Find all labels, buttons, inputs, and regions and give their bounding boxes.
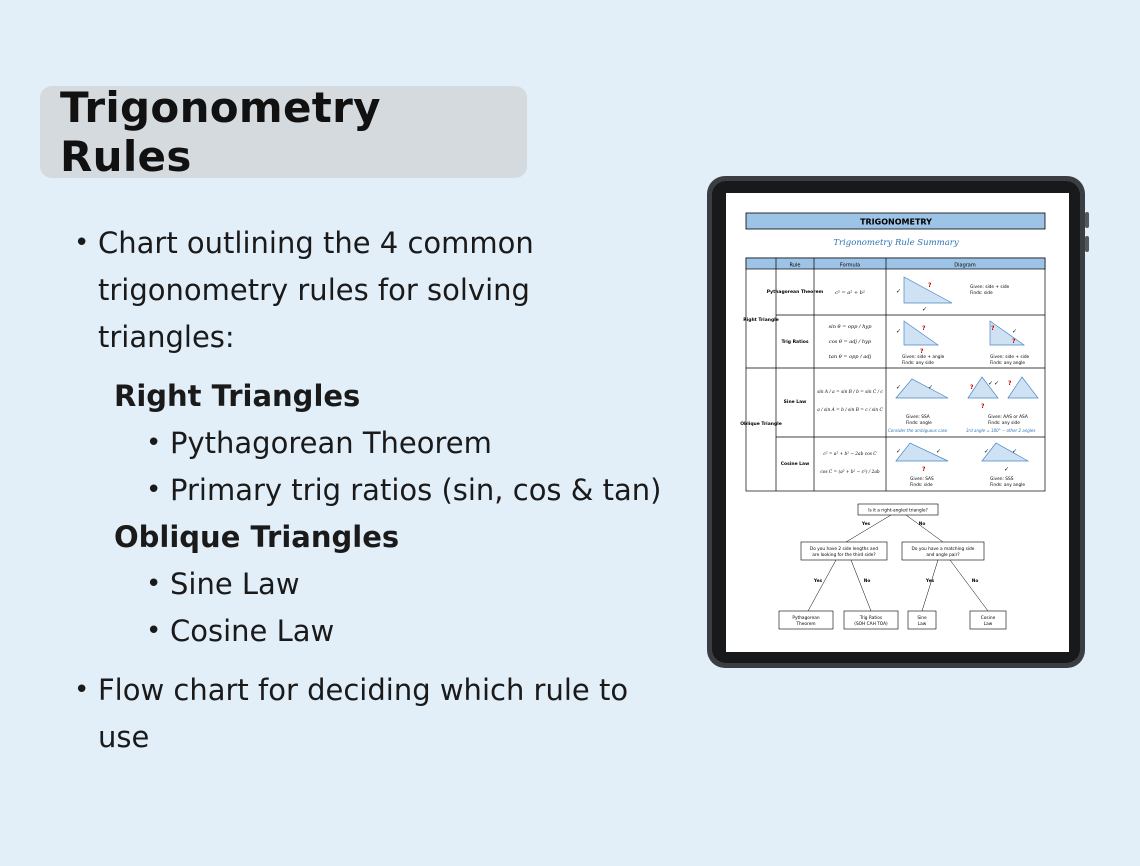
formula-cos: cos θ = adj / hyp bbox=[828, 339, 872, 345]
note-trig2-finds: Finds: any angle bbox=[990, 361, 1026, 366]
svg-text:?: ? bbox=[1008, 380, 1012, 387]
flow-left-no: No bbox=[863, 579, 871, 584]
bullet-flow-chart: • Flow chart for deciding which rule to use bbox=[70, 667, 670, 761]
svg-text:✓: ✓ bbox=[896, 384, 902, 391]
svg-text:✓: ✓ bbox=[896, 288, 902, 295]
flow-q-right-2: and angle pair? bbox=[926, 553, 960, 558]
flow-start: Is it a right-angled triangle? bbox=[868, 508, 928, 514]
tablet-button bbox=[1085, 236, 1089, 252]
col-rule: Rule bbox=[789, 262, 801, 269]
svg-text:✓: ✓ bbox=[896, 328, 902, 335]
note-sine2-finds: Finds: any side bbox=[988, 421, 1020, 426]
question-marks bbox=[920, 282, 1016, 473]
note-sine1-given: Given: SSA bbox=[906, 415, 930, 420]
svg-text:?: ? bbox=[1012, 338, 1016, 345]
note-sine1-finds: Finds: angle bbox=[906, 421, 932, 426]
svg-text:✓: ✓ bbox=[936, 448, 942, 455]
rule-sine-law: Sine Law bbox=[783, 400, 807, 405]
col-diagram: Diagram bbox=[954, 262, 976, 269]
title-banner bbox=[40, 83, 527, 181]
heading-right-triangles: Right Triangles bbox=[114, 379, 361, 413]
svg-text:?: ? bbox=[922, 325, 926, 332]
flow-yes: Yes bbox=[861, 522, 871, 527]
page-title: Trigonometry Rules bbox=[60, 83, 381, 181]
formula-tan: tan θ = opp / adj bbox=[828, 354, 872, 360]
formula-cosine-law-1: c² = a² + b² − 2ab cos C bbox=[823, 452, 877, 457]
formula-cosine-law-2: cos C = (a² + b² − c²) / 2ab bbox=[820, 470, 880, 475]
tablet-button bbox=[1085, 212, 1089, 228]
flow-out-pythagorean-1: Pythagorean bbox=[792, 616, 820, 621]
svg-text:✓: ✓ bbox=[1004, 466, 1010, 473]
flow-out-pythagorean-2: Theorem bbox=[796, 622, 816, 627]
svg-text:?: ? bbox=[928, 282, 932, 289]
formula-sine-law-1: sin A / a = sin B / b = sin C / c bbox=[817, 390, 883, 395]
bullet-trig-ratios: • Primary trig ratios (sin, cos & tan) bbox=[70, 467, 670, 514]
svg-text:?: ? bbox=[970, 384, 974, 391]
note-sine2-given: Given: AAS or ASA bbox=[988, 415, 1028, 420]
formula-sine-law-2: a / sin A = b / sin B = c / sin C bbox=[817, 408, 883, 413]
feature-list bbox=[70, 220, 670, 761]
col-formula: Formula bbox=[839, 262, 861, 269]
note-pyth-finds: Finds: side bbox=[970, 291, 993, 296]
note-cos1-finds: Finds: side bbox=[910, 483, 933, 488]
svg-text:?: ? bbox=[981, 403, 985, 410]
svg-text:✓: ✓ bbox=[988, 380, 994, 387]
note-cos1-given: Given: SAS bbox=[910, 477, 934, 482]
rule-pythagorean: Pythagorean Theorem bbox=[766, 290, 824, 295]
note-pyth-given: Given: side + side bbox=[970, 285, 1010, 290]
bullet-sine-law: • Sine Law bbox=[70, 561, 670, 608]
svg-text:✓: ✓ bbox=[928, 384, 934, 391]
document-preview bbox=[726, 193, 1069, 652]
note-trig1-given: Given: side + angle bbox=[902, 355, 945, 360]
svg-text:?: ? bbox=[920, 348, 924, 355]
note-trig2-given: Given: side + side bbox=[990, 355, 1030, 360]
bullet-cosine-law: • Cosine Law bbox=[70, 608, 670, 655]
group-oblique: Oblique Triangle bbox=[740, 422, 782, 427]
flow-right-no: No bbox=[971, 579, 979, 584]
flow-left-yes: Yes bbox=[813, 579, 823, 584]
flow-out-trig-1: Trig Ratios bbox=[859, 616, 883, 621]
bullet-pythagorean: • Pythagorean Theorem bbox=[70, 420, 670, 467]
group-right: Right Triangle bbox=[743, 318, 779, 323]
diagram-triangles bbox=[896, 277, 1038, 461]
heading-oblique-triangles: Oblique Triangles bbox=[114, 520, 400, 554]
formula-sin: sin θ = opp / hyp bbox=[828, 324, 872, 330]
note-trig1-finds: Finds: any side bbox=[902, 361, 934, 366]
svg-text:✓: ✓ bbox=[1012, 328, 1018, 335]
tablet-screen bbox=[726, 193, 1069, 652]
svg-text:✓: ✓ bbox=[1012, 448, 1018, 455]
rule-trig-ratios: Trig Ratios bbox=[781, 340, 809, 345]
note-cos2-given: Given: SSS bbox=[990, 477, 1014, 482]
note-cos2-finds: Finds: any angle bbox=[990, 483, 1026, 488]
svg-text:✓: ✓ bbox=[994, 380, 1000, 387]
flow-right-yes: Yes bbox=[925, 579, 935, 584]
svg-text:✓: ✓ bbox=[896, 448, 902, 455]
svg-text:✓: ✓ bbox=[922, 306, 928, 313]
flow-out-sine-2: Law bbox=[917, 622, 927, 627]
rule-cosine-law: Cosine Law bbox=[780, 462, 810, 467]
flow-q-right-1: Do you have a matching side bbox=[911, 547, 975, 552]
svg-text:✓: ✓ bbox=[984, 448, 990, 455]
flowchart-arrows bbox=[808, 515, 988, 611]
flow-out-sine-1: Sine bbox=[917, 616, 927, 621]
doc-header: TRIGONOMETRY bbox=[860, 217, 932, 227]
svg-text:?: ? bbox=[991, 325, 995, 332]
bullet-intro: • Chart outlining the 4 common trigonometry rules for solving triangles: bbox=[70, 220, 670, 361]
flow-out-trig-2: (SOH CAH TOA) bbox=[854, 622, 888, 627]
doc-subtitle: Trigonometry Rule Summary bbox=[833, 238, 959, 248]
flow-out-cosine-2: Law bbox=[983, 622, 993, 627]
flow-q-left-2: are looking for the third side? bbox=[812, 553, 876, 558]
flow-q-left-1: Do you have 2 side lengths and bbox=[809, 547, 879, 552]
flow-out-cosine-1: Cosine bbox=[980, 616, 996, 621]
formula-pythagorean: c² = a² + b² bbox=[835, 290, 865, 296]
flow-no: No bbox=[918, 522, 926, 527]
note-sine2-third-angle: 3rd angle = 180° − other 2 angles bbox=[966, 428, 1036, 433]
note-sine1-ambiguous: Consider the ambiguous case bbox=[888, 428, 948, 433]
flowchart-boxes bbox=[779, 504, 1006, 629]
svg-text:?: ? bbox=[922, 466, 926, 473]
